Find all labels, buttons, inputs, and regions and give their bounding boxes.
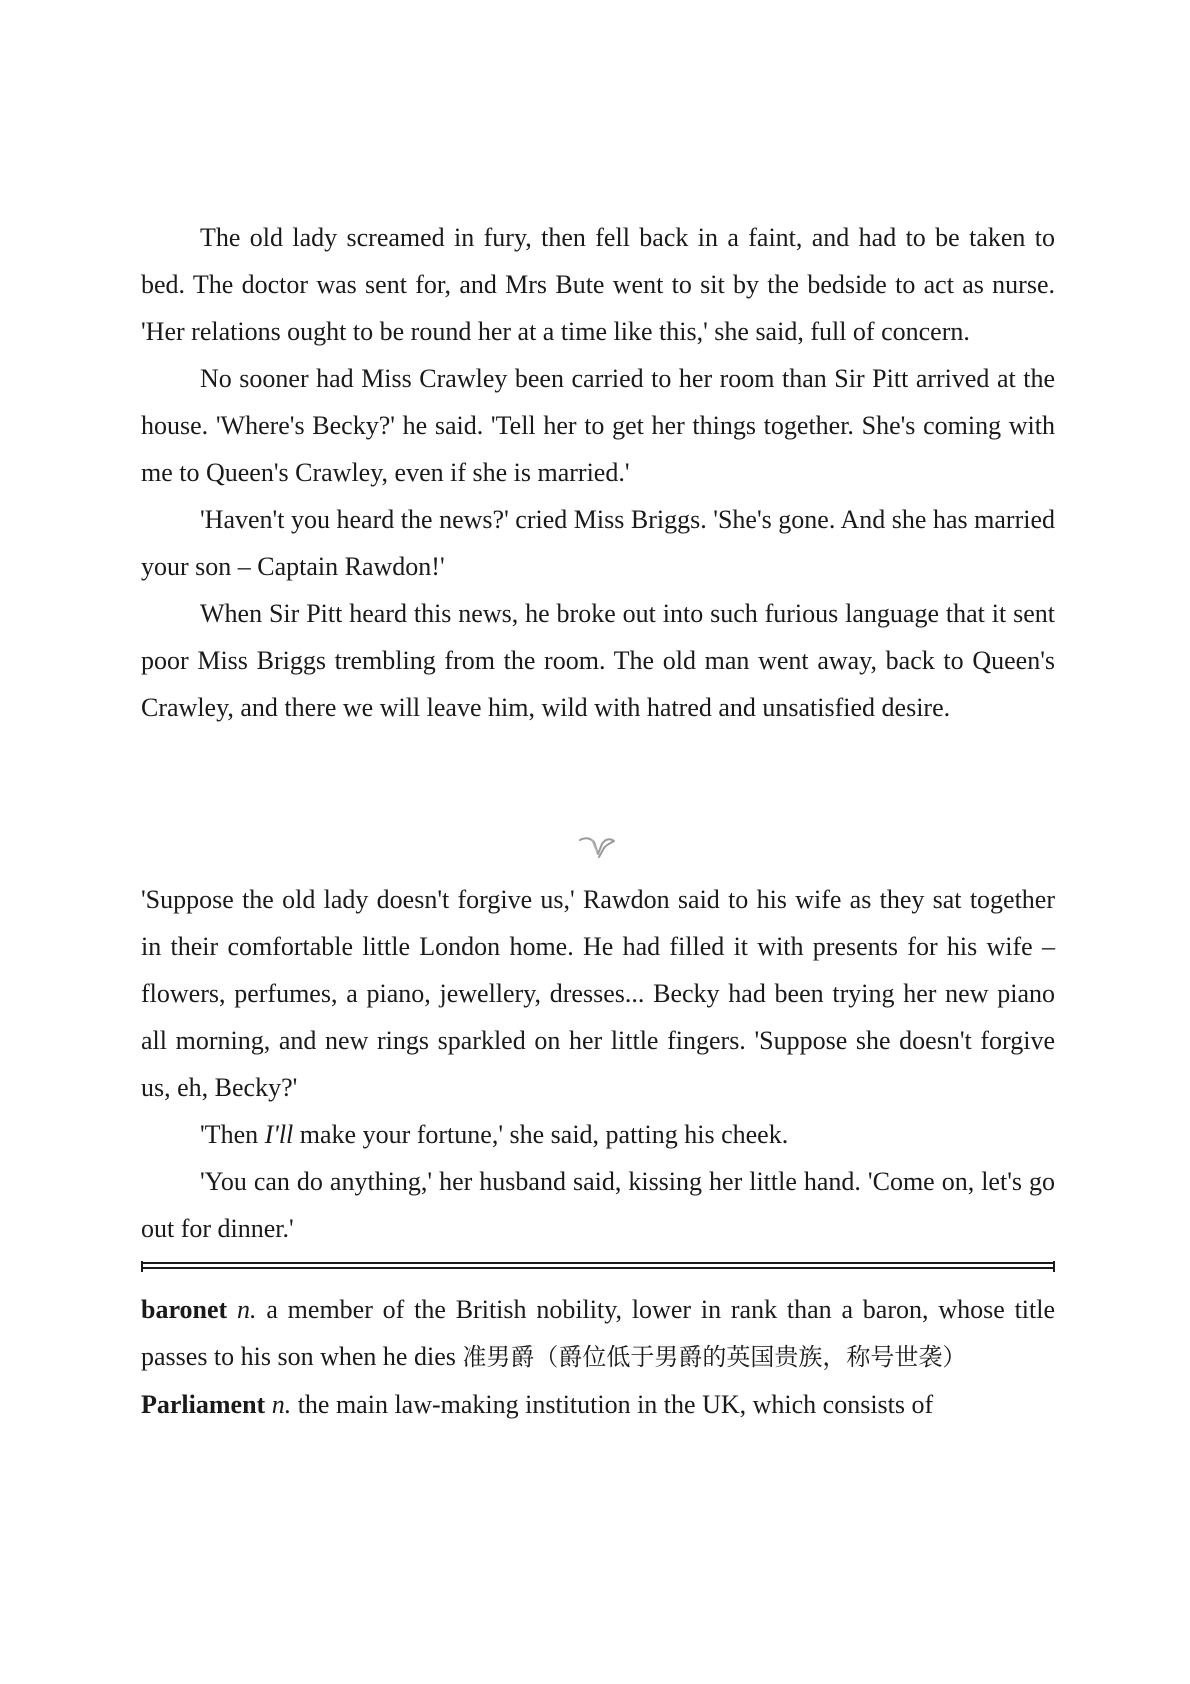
glossary-entry bbox=[141, 1286, 1055, 1381]
story-text: 'Then bbox=[200, 1120, 265, 1149]
glossary-divider bbox=[141, 1262, 1055, 1269]
story-paragraph: The old lady screamed in fury, then fell back in a faint, and had to be taken to bed. The doctor was sent for, and Mrs Bute went to sit by the bedside to act as nurse. 'Her relations ought to be round her at a time like this,' she said, full of concern. bbox=[141, 223, 1055, 346]
story-section-2 bbox=[141, 876, 1055, 1252]
glossary bbox=[141, 1286, 1055, 1428]
part-of-speech: n. bbox=[271, 1390, 292, 1419]
glossary-entry bbox=[141, 1381, 1055, 1428]
story-paragraph: 'You can do anything,' her husband said, kissing her little hand. 'Come on, let's go out for dinner.' bbox=[141, 1167, 1055, 1243]
glossary-term: Parliament bbox=[141, 1390, 266, 1419]
story-paragraph: 'Suppose the old lady doesn't forgive us,' Rawdon said to his wife as they sat together in their comfortable little London home. He had filled it with presents for his wife – flowers, perfumes, a piano, jewellery, dresses... Becky had been trying her new piano all morning, and new rings sparkled on her little fingers. 'Suppose she doesn't forgive us, eh, Becky?' bbox=[141, 885, 1055, 1102]
quill-flourish-icon bbox=[578, 834, 616, 860]
story-text: make your fortune,' she said, patting his cheek. bbox=[293, 1120, 789, 1149]
story-paragraph bbox=[141, 1111, 1055, 1158]
glossary-translation: 准男爵（爵位低于男爵的英国贵族，称号世袭） bbox=[462, 1343, 967, 1371]
glossary-definition: a member of the British nobility, lower in rank than a baron, whose title passes to his son when he dies bbox=[141, 1295, 1055, 1371]
story-paragraph: No sooner had Miss Crawley been carried to her room than Sir Pitt arrived at the house. 'Where's Becky?' he said. 'Tell her to get her things together. She's coming with me to Queen's Crawley, even if she is married.' bbox=[141, 364, 1055, 487]
story-paragraph: 'Haven't you heard the news?' cried Miss Briggs. 'She's gone. And she has married your son – Captain Rawdon!' bbox=[141, 505, 1055, 581]
part-of-speech: n. bbox=[237, 1295, 257, 1324]
glossary-term: baronet bbox=[141, 1295, 228, 1324]
story-section-1 bbox=[141, 214, 1055, 731]
story-paragraph: When Sir Pitt heard this news, he broke out into such furious language that it sent poor Miss Briggs trembling from the room. The old man went away, back to Queen's Crawley, and there we will leave him, wild with hatred and unsatisfied desire. bbox=[141, 599, 1055, 722]
glossary-definition: the main law-making institution in the UK, which consists of bbox=[297, 1390, 934, 1419]
emphasis-text: I'll bbox=[264, 1120, 294, 1149]
